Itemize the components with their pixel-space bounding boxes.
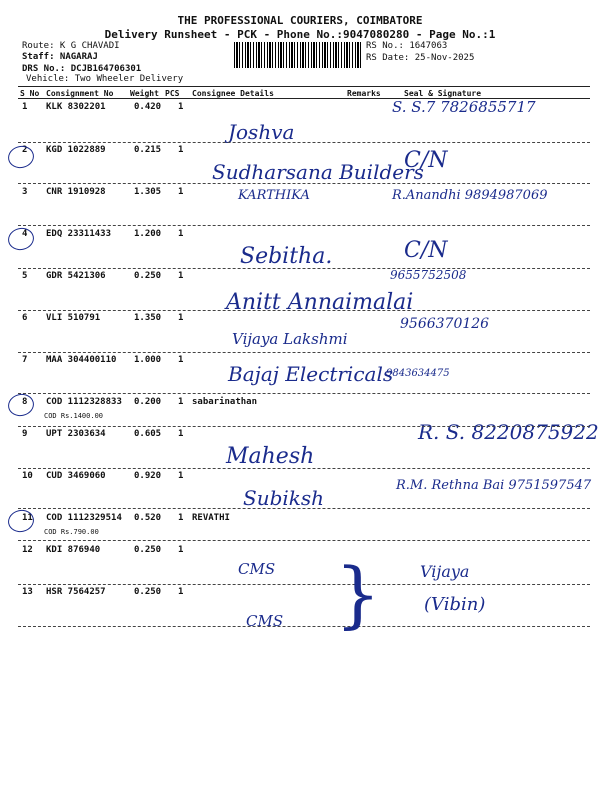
route-label: Route: K G CHAVADI [22, 41, 120, 51]
circled-row-mark [6, 508, 36, 535]
row-consignee-details: sabarinathan [192, 397, 258, 407]
rs-date: RS Date: 25-Nov-2025 [366, 53, 475, 63]
handwritten-signature: 9566370126 [400, 316, 490, 332]
handwritten-signature: 9843634475 [386, 368, 450, 379]
drs-label: DRS No.: DCJB164706301 [22, 64, 142, 74]
row-consignment-no: HSR 7564257 [46, 587, 106, 597]
row-pcs: 1 [178, 102, 184, 112]
row-sno: 2 [22, 145, 28, 155]
company-title: THE PROFESSIONAL COURIERS, COIMBATORE [177, 14, 423, 27]
row-cod-amount: COD Rs.1400.00 [44, 412, 104, 420]
row-consignment-no: KDI 876940 [46, 545, 101, 555]
row-divider [18, 183, 590, 184]
row-consignment-no: VLI 510791 [46, 313, 101, 323]
row-sno: 1 [22, 102, 28, 112]
rs-number: RS No.: 1647063 [366, 41, 448, 51]
vehicle-label: Vehicle: Two Wheeler Delivery [26, 74, 184, 84]
row-weight: 1.350 [134, 313, 162, 323]
row-consignment-no: GDR 5421306 [46, 271, 106, 281]
row-divider [18, 426, 590, 427]
handwritten-signature: C/N [404, 238, 448, 263]
row-pcs: 1 [178, 355, 184, 365]
handwritten-name: KARTHIKA [238, 188, 310, 203]
row-divider [18, 352, 590, 353]
row-weight: 0.250 [134, 545, 162, 555]
row-pcs: 1 [178, 545, 184, 555]
handwritten-signature: C/N [404, 148, 448, 173]
circled-row-mark [6, 392, 36, 419]
row-sno: 7 [22, 355, 28, 365]
row-consignment-no: KGD 1022889 [46, 145, 106, 155]
row-divider [18, 310, 590, 311]
handwritten-signature: Vijaya [420, 562, 470, 581]
col-weight: Weight [130, 89, 159, 98]
barcode [234, 42, 362, 68]
row-consignment-no: COD 1112328833 [46, 397, 122, 407]
row-sno: 4 [22, 229, 28, 239]
col-sno: S No [20, 89, 40, 98]
row-weight: 0.520 [134, 513, 162, 523]
row-weight: 1.305 [134, 187, 162, 197]
row-pcs: 1 [178, 471, 184, 481]
row-weight: 0.420 [134, 102, 162, 112]
row-divider [18, 142, 590, 143]
row-sno: 13 [22, 587, 33, 597]
handwritten-name: Subiksh [243, 486, 325, 510]
handwritten-name: Anitt Annaimalai [226, 290, 414, 315]
row-consignment-no: EDQ 23311433 [46, 229, 112, 239]
col-seal-signature: Seal & Signature [404, 89, 482, 98]
row-consignment-no: UPT 2303634 [46, 429, 106, 439]
row-consignment-no: KLK 8302201 [46, 102, 106, 112]
handwritten-name: Sebitha. [240, 244, 333, 269]
row-pcs: 1 [178, 313, 184, 323]
row-cod-amount: COD Rs.790.00 [44, 528, 99, 536]
handwritten-name: CMS [238, 560, 276, 578]
row-sno: 3 [22, 187, 28, 197]
row-consignment-no: CNR 1910928 [46, 187, 106, 197]
row-sno: 6 [22, 313, 28, 323]
row-sno: 8 [22, 397, 28, 407]
staff-label: Staff: NAGARAJ [22, 52, 98, 62]
col-pcs: PCS [165, 89, 180, 98]
row-pcs: 1 [178, 229, 184, 239]
row-weight: 0.200 [134, 397, 162, 407]
row-sno: 10 [22, 471, 33, 481]
handwritten-name: CMS [246, 612, 284, 630]
row-divider [18, 508, 590, 509]
handwritten-name: Mahesh [226, 444, 315, 469]
row-pcs: 1 [178, 271, 184, 281]
row-sno: 9 [22, 429, 28, 439]
row-weight: 0.920 [134, 471, 162, 481]
row-pcs: 1 [178, 187, 184, 197]
handwritten-signature: R.M. Rethna Bai 9751597547 [396, 478, 592, 493]
row-pcs: 1 [178, 587, 184, 597]
runsheet-subtitle: Delivery Runsheet - PCK - Phone No.:9047080280 - Page No.:1 [104, 28, 496, 41]
row-weight: 0.250 [134, 587, 162, 597]
col-details: Consignee Details [192, 89, 274, 98]
brace-mark: } [335, 552, 381, 636]
handwritten-name: Sudharsana Builders [212, 160, 424, 184]
row-consignment-no: CUD 3469060 [46, 471, 106, 481]
row-consignee-details: REVATHI [192, 513, 230, 523]
row-weight: 0.215 [134, 145, 162, 155]
handwritten-signature: S. S.7 7826855717 [392, 98, 536, 116]
row-pcs: 1 [178, 513, 184, 523]
header-rule-top [18, 86, 590, 87]
row-weight: 1.200 [134, 229, 162, 239]
row-consignment-no: COD 1112329514 [46, 513, 122, 523]
row-weight: 0.605 [134, 429, 162, 439]
row-divider [18, 584, 590, 585]
handwritten-signature: (Vibin) [424, 594, 486, 615]
row-weight: 0.250 [134, 271, 162, 281]
row-pcs: 1 [178, 145, 184, 155]
circled-row-mark [6, 144, 36, 171]
row-divider [18, 225, 590, 226]
row-sno: 12 [22, 545, 33, 555]
row-divider [18, 540, 590, 541]
row-divider [18, 468, 590, 469]
row-sno: 11 [22, 513, 33, 523]
row-sno: 5 [22, 271, 28, 281]
handwritten-signature: 9655752508 [390, 268, 467, 282]
handwritten-name: Bajaj Electricals [228, 362, 394, 386]
row-divider [18, 268, 590, 269]
row-weight: 1.000 [134, 355, 162, 365]
handwritten-name: Vijaya Lakshmi [232, 330, 348, 348]
handwritten-name: Joshva [228, 120, 295, 144]
handwritten-signature: R. S. 8220875922 [418, 420, 599, 444]
col-consignment: Consignment No [46, 89, 114, 98]
row-pcs: 1 [178, 429, 184, 439]
row-pcs: 1 [178, 397, 184, 407]
row-divider [18, 393, 590, 394]
col-remarks: Remarks [347, 89, 381, 98]
row-divider [18, 626, 590, 627]
circled-row-mark [6, 226, 36, 253]
handwritten-signature: R.Anandhi 9894987069 [392, 188, 548, 203]
row-consignment-no: MAA 304400110 [46, 355, 117, 365]
